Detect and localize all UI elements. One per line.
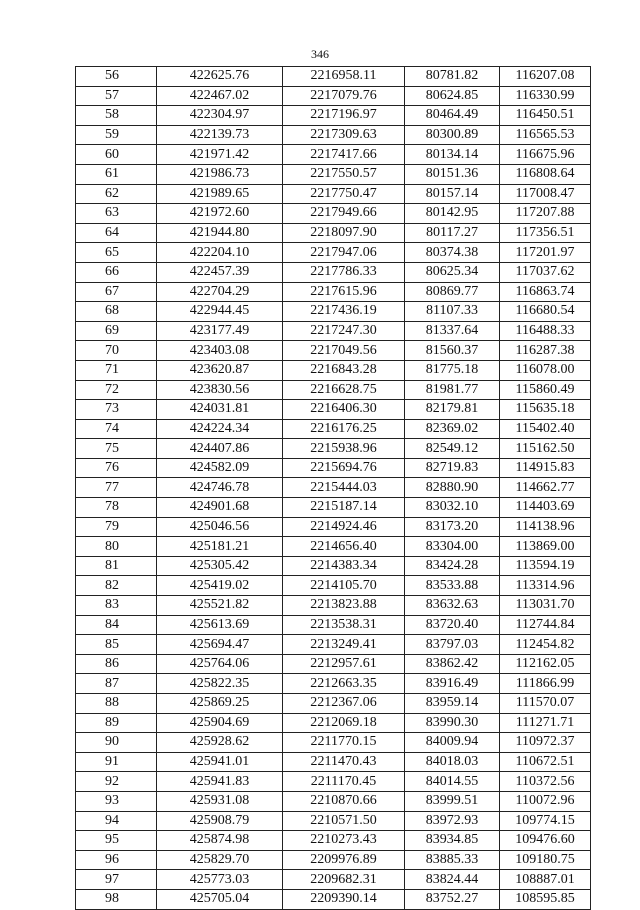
value-4-cell: 115402.40 — [500, 419, 591, 439]
table-row — [76, 458, 591, 478]
value-2-cell: 2212367.06 — [283, 694, 405, 714]
value-4-cell: 111866.99 — [500, 674, 591, 694]
value-1-cell: 424582.09 — [157, 458, 283, 478]
value-3-cell: 81775.18 — [405, 360, 500, 380]
value-3-cell: 83533.88 — [405, 576, 500, 596]
value-1-cell: 423177.49 — [157, 321, 283, 341]
value-1-cell: 422625.76 — [157, 67, 283, 87]
value-4-cell: 113869.00 — [500, 537, 591, 557]
point-number-cell: 93 — [76, 791, 157, 811]
point-number-cell: 88 — [76, 694, 157, 714]
value-2-cell: 2217947.06 — [283, 243, 405, 263]
value-1-cell: 425931.08 — [157, 791, 283, 811]
value-3-cell: 80142.95 — [405, 204, 500, 224]
value-4-cell: 112744.84 — [500, 615, 591, 635]
point-number-cell: 62 — [76, 184, 157, 204]
point-number-cell: 60 — [76, 145, 157, 165]
value-4-cell: 117207.88 — [500, 204, 591, 224]
value-4-cell: 117037.62 — [500, 262, 591, 282]
value-3-cell: 83304.00 — [405, 537, 500, 557]
value-3-cell: 83632.63 — [405, 596, 500, 616]
point-number-cell: 92 — [76, 772, 157, 792]
value-3-cell: 83797.03 — [405, 635, 500, 655]
point-number-cell: 89 — [76, 713, 157, 733]
value-2-cell: 2215444.03 — [283, 478, 405, 498]
value-4-cell: 115860.49 — [500, 380, 591, 400]
value-4-cell: 114138.96 — [500, 517, 591, 537]
point-number-cell: 80 — [76, 537, 157, 557]
table-row — [76, 831, 591, 851]
table-row — [76, 262, 591, 282]
point-number-cell: 98 — [76, 889, 157, 909]
table-row — [76, 537, 591, 557]
table-row — [76, 282, 591, 302]
point-number-cell: 90 — [76, 733, 157, 753]
table-row — [76, 360, 591, 380]
value-2-cell: 2218097.90 — [283, 223, 405, 243]
value-4-cell: 116675.96 — [500, 145, 591, 165]
value-1-cell: 422139.73 — [157, 125, 283, 145]
value-4-cell: 114662.77 — [500, 478, 591, 498]
table-row — [76, 635, 591, 655]
point-number-cell: 79 — [76, 517, 157, 537]
value-1-cell: 422467.02 — [157, 86, 283, 106]
table-row — [76, 733, 591, 753]
table-row — [76, 164, 591, 184]
point-number-cell: 77 — [76, 478, 157, 498]
table-row — [76, 243, 591, 263]
table-row — [76, 145, 591, 165]
value-3-cell: 80151.36 — [405, 164, 500, 184]
point-number-cell: 87 — [76, 674, 157, 694]
value-1-cell: 425941.01 — [157, 752, 283, 772]
table-row — [76, 615, 591, 635]
value-1-cell: 424746.78 — [157, 478, 283, 498]
value-1-cell: 422457.39 — [157, 262, 283, 282]
point-number-cell: 65 — [76, 243, 157, 263]
table-row — [76, 67, 591, 87]
value-1-cell: 425941.83 — [157, 772, 283, 792]
point-number-cell: 71 — [76, 360, 157, 380]
value-4-cell: 117008.47 — [500, 184, 591, 204]
value-4-cell: 113031.70 — [500, 596, 591, 616]
value-2-cell: 2209390.14 — [283, 889, 405, 909]
value-2-cell: 2217247.30 — [283, 321, 405, 341]
value-3-cell: 83990.30 — [405, 713, 500, 733]
point-number-cell: 83 — [76, 596, 157, 616]
point-number-cell: 59 — [76, 125, 157, 145]
point-number-cell: 63 — [76, 204, 157, 224]
value-2-cell: 2215938.96 — [283, 439, 405, 459]
value-3-cell: 83959.14 — [405, 694, 500, 714]
value-2-cell: 2211770.15 — [283, 733, 405, 753]
value-2-cell: 2209976.89 — [283, 850, 405, 870]
value-4-cell: 112162.05 — [500, 654, 591, 674]
value-3-cell: 80134.14 — [405, 145, 500, 165]
table-row — [76, 713, 591, 733]
value-2-cell: 2211470.43 — [283, 752, 405, 772]
value-1-cell: 421989.65 — [157, 184, 283, 204]
value-4-cell: 114915.83 — [500, 458, 591, 478]
value-4-cell: 110372.56 — [500, 772, 591, 792]
value-3-cell: 83720.40 — [405, 615, 500, 635]
value-2-cell: 2209682.31 — [283, 870, 405, 890]
point-number-cell: 73 — [76, 400, 157, 420]
table-row — [76, 321, 591, 341]
value-1-cell: 424901.68 — [157, 498, 283, 518]
value-1-cell: 421986.73 — [157, 164, 283, 184]
value-3-cell: 83972.93 — [405, 811, 500, 831]
value-1-cell: 421944.80 — [157, 223, 283, 243]
point-number-cell: 86 — [76, 654, 157, 674]
value-2-cell: 2217949.66 — [283, 204, 405, 224]
value-1-cell: 425305.42 — [157, 556, 283, 576]
value-1-cell: 422204.10 — [157, 243, 283, 263]
table-row — [76, 654, 591, 674]
point-number-cell: 75 — [76, 439, 157, 459]
value-4-cell: 116330.99 — [500, 86, 591, 106]
value-4-cell: 117201.97 — [500, 243, 591, 263]
value-2-cell: 2214656.40 — [283, 537, 405, 557]
point-number-cell: 78 — [76, 498, 157, 518]
value-3-cell: 81337.64 — [405, 321, 500, 341]
value-3-cell: 83934.85 — [405, 831, 500, 851]
value-2-cell: 2213823.88 — [283, 596, 405, 616]
value-3-cell: 82369.02 — [405, 419, 500, 439]
point-number-cell: 74 — [76, 419, 157, 439]
table-row — [76, 86, 591, 106]
value-4-cell: 111271.71 — [500, 713, 591, 733]
point-number-cell: 69 — [76, 321, 157, 341]
coordinate-table — [75, 66, 591, 910]
value-2-cell: 2212069.18 — [283, 713, 405, 733]
value-2-cell: 2216843.28 — [283, 360, 405, 380]
table-row — [76, 517, 591, 537]
value-4-cell: 116808.64 — [500, 164, 591, 184]
table-row — [76, 400, 591, 420]
point-number-cell: 84 — [76, 615, 157, 635]
point-number-cell: 95 — [76, 831, 157, 851]
value-2-cell: 2210571.50 — [283, 811, 405, 831]
value-3-cell: 80300.89 — [405, 125, 500, 145]
value-3-cell: 83916.49 — [405, 674, 500, 694]
value-2-cell: 2215694.76 — [283, 458, 405, 478]
table-row — [76, 380, 591, 400]
value-2-cell: 2212957.61 — [283, 654, 405, 674]
value-3-cell: 81981.77 — [405, 380, 500, 400]
value-4-cell: 109180.75 — [500, 850, 591, 870]
value-1-cell: 425829.70 — [157, 850, 283, 870]
value-3-cell: 83173.20 — [405, 517, 500, 537]
table-row — [76, 341, 591, 361]
value-2-cell: 2214924.46 — [283, 517, 405, 537]
point-number-cell: 82 — [76, 576, 157, 596]
value-1-cell: 425521.82 — [157, 596, 283, 616]
table-row — [76, 752, 591, 772]
page-number: 346 — [311, 47, 329, 61]
point-number-cell: 72 — [76, 380, 157, 400]
point-number-cell: 94 — [76, 811, 157, 831]
value-3-cell: 81560.37 — [405, 341, 500, 361]
point-number-cell: 97 — [76, 870, 157, 890]
value-1-cell: 425181.21 — [157, 537, 283, 557]
value-4-cell: 111570.07 — [500, 694, 591, 714]
value-3-cell: 83862.42 — [405, 654, 500, 674]
value-1-cell: 424224.34 — [157, 419, 283, 439]
value-1-cell: 424407.86 — [157, 439, 283, 459]
value-3-cell: 83999.51 — [405, 791, 500, 811]
value-1-cell: 422304.97 — [157, 106, 283, 126]
value-1-cell: 423403.08 — [157, 341, 283, 361]
value-3-cell: 82549.12 — [405, 439, 500, 459]
value-2-cell: 2217417.66 — [283, 145, 405, 165]
value-2-cell: 2211170.45 — [283, 772, 405, 792]
value-4-cell: 116863.74 — [500, 282, 591, 302]
value-4-cell: 117356.51 — [500, 223, 591, 243]
point-number-cell: 85 — [76, 635, 157, 655]
value-1-cell: 425764.06 — [157, 654, 283, 674]
table-row — [76, 478, 591, 498]
point-number-cell: 91 — [76, 752, 157, 772]
table-row — [76, 125, 591, 145]
table-row — [76, 850, 591, 870]
value-1-cell: 421972.60 — [157, 204, 283, 224]
value-3-cell: 80374.38 — [405, 243, 500, 263]
point-number-cell: 76 — [76, 458, 157, 478]
point-number-cell: 64 — [76, 223, 157, 243]
point-number-cell: 70 — [76, 341, 157, 361]
value-3-cell: 83885.33 — [405, 850, 500, 870]
value-1-cell: 422944.45 — [157, 302, 283, 322]
value-3-cell: 81107.33 — [405, 302, 500, 322]
table-row — [76, 772, 591, 792]
table-row — [76, 694, 591, 714]
value-3-cell: 80625.34 — [405, 262, 500, 282]
coordinate-table-body — [76, 67, 591, 910]
value-1-cell: 425928.62 — [157, 733, 283, 753]
value-4-cell: 109476.60 — [500, 831, 591, 851]
value-2-cell: 2217309.63 — [283, 125, 405, 145]
value-2-cell: 2217436.19 — [283, 302, 405, 322]
point-number-cell: 66 — [76, 262, 157, 282]
value-4-cell: 110672.51 — [500, 752, 591, 772]
table-row — [76, 889, 591, 909]
table-row — [76, 204, 591, 224]
point-number-cell: 56 — [76, 67, 157, 87]
value-3-cell: 80624.85 — [405, 86, 500, 106]
value-2-cell: 2217750.47 — [283, 184, 405, 204]
value-2-cell: 2217615.96 — [283, 282, 405, 302]
value-2-cell: 2217049.56 — [283, 341, 405, 361]
table-row — [76, 811, 591, 831]
value-2-cell: 2217786.33 — [283, 262, 405, 282]
point-number-cell: 96 — [76, 850, 157, 870]
value-1-cell: 425773.03 — [157, 870, 283, 890]
point-number-cell: 58 — [76, 106, 157, 126]
value-1-cell: 424031.81 — [157, 400, 283, 420]
value-3-cell: 82179.81 — [405, 400, 500, 420]
value-2-cell: 2217079.76 — [283, 86, 405, 106]
value-3-cell: 84009.94 — [405, 733, 500, 753]
table-row — [76, 791, 591, 811]
value-4-cell: 116287.38 — [500, 341, 591, 361]
value-4-cell: 108887.01 — [500, 870, 591, 890]
value-3-cell: 84014.55 — [405, 772, 500, 792]
value-4-cell: 113314.96 — [500, 576, 591, 596]
value-2-cell: 2216958.11 — [283, 67, 405, 87]
table-row — [76, 106, 591, 126]
value-4-cell: 109774.15 — [500, 811, 591, 831]
table-row — [76, 184, 591, 204]
table-row — [76, 223, 591, 243]
table-row — [76, 556, 591, 576]
value-4-cell: 113594.19 — [500, 556, 591, 576]
value-2-cell: 2214383.34 — [283, 556, 405, 576]
value-1-cell: 423830.56 — [157, 380, 283, 400]
value-3-cell: 82880.90 — [405, 478, 500, 498]
table-row — [76, 419, 591, 439]
value-3-cell: 80464.49 — [405, 106, 500, 126]
value-1-cell: 425908.79 — [157, 811, 283, 831]
value-4-cell: 110972.37 — [500, 733, 591, 753]
value-1-cell: 425419.02 — [157, 576, 283, 596]
value-4-cell: 116450.51 — [500, 106, 591, 126]
table-row — [76, 576, 591, 596]
value-2-cell: 2216628.75 — [283, 380, 405, 400]
value-1-cell: 422704.29 — [157, 282, 283, 302]
point-number-cell: 61 — [76, 164, 157, 184]
value-2-cell: 2216406.30 — [283, 400, 405, 420]
value-3-cell: 82719.83 — [405, 458, 500, 478]
point-number-cell: 67 — [76, 282, 157, 302]
value-3-cell: 80781.82 — [405, 67, 500, 87]
value-2-cell: 2213249.41 — [283, 635, 405, 655]
value-1-cell: 425705.04 — [157, 889, 283, 909]
value-1-cell: 425869.25 — [157, 694, 283, 714]
value-1-cell: 425046.56 — [157, 517, 283, 537]
value-4-cell: 116207.08 — [500, 67, 591, 87]
value-2-cell: 2210273.43 — [283, 831, 405, 851]
value-1-cell: 423620.87 — [157, 360, 283, 380]
value-2-cell: 2217196.97 — [283, 106, 405, 126]
value-2-cell: 2217550.57 — [283, 164, 405, 184]
value-4-cell: 116680.54 — [500, 302, 591, 322]
value-3-cell: 83824.44 — [405, 870, 500, 890]
table-row — [76, 870, 591, 890]
value-2-cell: 2212663.35 — [283, 674, 405, 694]
table-row — [76, 596, 591, 616]
value-4-cell: 116488.33 — [500, 321, 591, 341]
value-4-cell: 112454.82 — [500, 635, 591, 655]
value-1-cell: 425874.98 — [157, 831, 283, 851]
value-1-cell: 425822.35 — [157, 674, 283, 694]
value-3-cell: 84018.03 — [405, 752, 500, 772]
value-3-cell: 83752.27 — [405, 889, 500, 909]
value-3-cell: 83032.10 — [405, 498, 500, 518]
value-3-cell: 83424.28 — [405, 556, 500, 576]
table-row — [76, 674, 591, 694]
value-4-cell: 115635.18 — [500, 400, 591, 420]
value-2-cell: 2213538.31 — [283, 615, 405, 635]
value-2-cell: 2216176.25 — [283, 419, 405, 439]
value-4-cell: 115162.50 — [500, 439, 591, 459]
value-1-cell: 425694.47 — [157, 635, 283, 655]
value-1-cell: 425904.69 — [157, 713, 283, 733]
point-number-cell: 68 — [76, 302, 157, 322]
value-3-cell: 80157.14 — [405, 184, 500, 204]
value-2-cell: 2210870.66 — [283, 791, 405, 811]
table-row — [76, 439, 591, 459]
value-1-cell: 421971.42 — [157, 145, 283, 165]
value-4-cell: 114403.69 — [500, 498, 591, 518]
value-4-cell: 108595.85 — [500, 889, 591, 909]
value-2-cell: 2215187.14 — [283, 498, 405, 518]
value-3-cell: 80869.77 — [405, 282, 500, 302]
value-1-cell: 425613.69 — [157, 615, 283, 635]
value-3-cell: 80117.27 — [405, 223, 500, 243]
value-4-cell: 110072.96 — [500, 791, 591, 811]
point-number-cell: 57 — [76, 86, 157, 106]
value-4-cell: 116565.53 — [500, 125, 591, 145]
point-number-cell: 81 — [76, 556, 157, 576]
value-2-cell: 2214105.70 — [283, 576, 405, 596]
table-row — [76, 498, 591, 518]
table-row — [76, 302, 591, 322]
value-4-cell: 116078.00 — [500, 360, 591, 380]
